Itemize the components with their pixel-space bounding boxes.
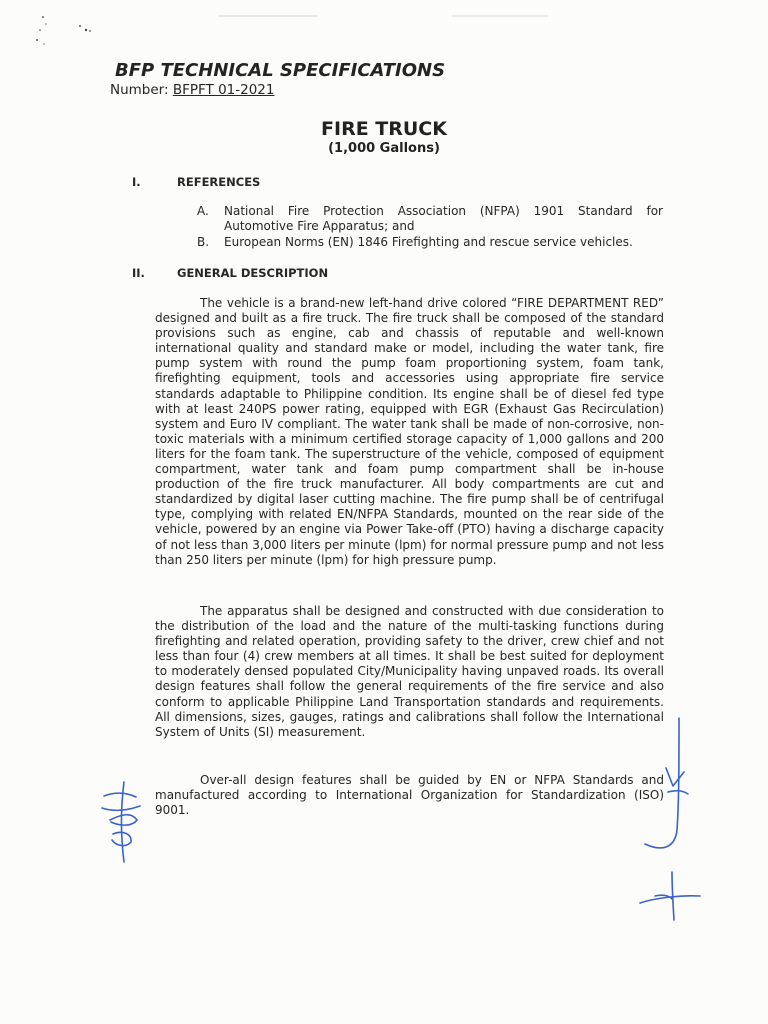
initials-left-margin — [102, 782, 140, 862]
spec-number-value: BFPFT 01-2021 — [172, 82, 275, 98]
reference-list — [197, 204, 663, 251]
spec-number-label: Number: — [110, 82, 169, 98]
section-heading-references: REFERENCES — [177, 175, 261, 189]
body-paragraph: The vehicle is a brand-new left-hand drive colored “FIRE DEPARTMENT RED” designed and built as a fire truck. The fire truck shall be composed of the standard provisions such as engine, cab and chassis of reputable and well-known international quality and standard make or model, including the water tank, fire pump system with round the pump foam proportioning system, foam tank, firefighting equipment, tools and accessories using appropriate fire service standards adaptable to Philippine condition. Its engine shall be of diesel fed type with at least 240PS power rating, equipped with EGR (Exhaust Gas Recirculation) system and Euro IV compliant. The water tank shall be made of non-corrosive, non-toxic materials with a minimum certified storage capacity of 1,000 gallons and 200 liters for the foam tank. The superstructure of the vehicle, composed of equipment compartment, water tank and foam pump compartment shall be in-house production of the fire truck manufacturer. All body compartments are cut and standardized by digital laser cutting machine. The fire pump shall be of centrifugal type, complying with related EN/NFPA Standards, mounted on the rear side of the vehicle, powered by an engine via Power Take-off (PTO) having a discharge capacity of not less than 3,000 liters per minute (lpm) for normal pressure pump and not less than 250 liters per minute (lpm) for high pressure pump. — [155, 296, 664, 567]
reference-letter: B. — [197, 235, 210, 249]
spec-number — [110, 82, 274, 98]
reference-item — [197, 204, 663, 234]
section-heading-general-description: GENERAL DESCRIPTION — [177, 266, 329, 280]
spec-series-title: BFP TECHNICAL SPECIFICATIONS — [115, 60, 446, 81]
initials-bottom-right — [640, 872, 700, 920]
reference-text: European Norms (EN) 1846 Firefighting and rescue service vehicles. — [224, 235, 633, 249]
reference-text: National Fire Protection Association (NFPA) 1901 Standard for Automotive Fire Apparatus; and — [224, 204, 663, 233]
document-title: FIRE TRUCK — [321, 118, 447, 140]
body-paragraph: Over-all design features shall be guided by EN or NFPA Standards and manufactured according to International Organization for Standardization (ISO) 9001. — [155, 773, 664, 818]
reference-letter: A. — [197, 204, 209, 218]
section-number: I. — [132, 175, 141, 189]
document-subtitle: (1,000 Gallons) — [328, 141, 440, 156]
reference-item — [197, 235, 663, 250]
scan-artifact-top-left — [218, 15, 318, 17]
body-paragraph: The apparatus shall be designed and constructed with due consideration to the distribution of the load and the nature of the multi-tasking functions during firefighting and related operation, providing safety to the driver, crew chief and not less than four (4) crew members at all times. It shall be best suited for deployment to moderately densed populated City/Municipality having unpaved roads. Its overall design features shall follow the general requirements of the fire service and also conform to applicable Philippine Land Transportation standards and requirements. All dimensions, sizes, gauges, ratings and calibrations shall follow the International System of Units (SI) measurement. — [155, 604, 664, 739]
section-number: II. — [132, 266, 145, 280]
scan-artifact-top-right — [452, 15, 548, 17]
scan-specks — [30, 14, 100, 54]
